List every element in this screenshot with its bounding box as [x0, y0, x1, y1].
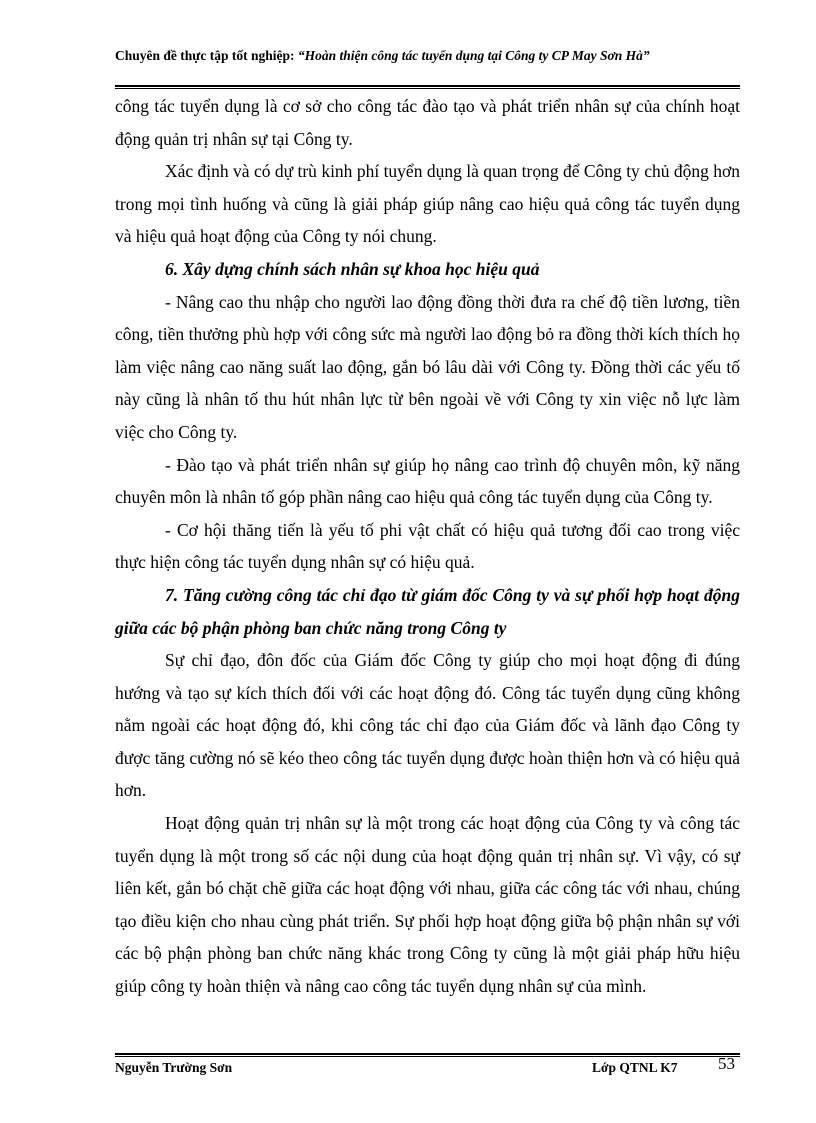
body-paragraph: công tác tuyển dụng là cơ sở cho công tác đào tạo và phát triển nhân sự của chính hoạt động quản trị nhân sự tại Công ty.: [115, 96, 740, 149]
body-paragraph: Xác định và có dự trù kinh phí tuyển dụng là quan trọng để Công ty chủ động hơn trong mọi tình huống và cũng là giải pháp giúp nâng cao hiệu quả công tác tuyển dụng và hiệu quả hoạt động của Công ty nói chung.: [115, 161, 740, 247]
header-title: “Hoàn thiện công tác tuyển dụng tại Công ty CP May Sơn Hà”: [297, 48, 650, 63]
page-header: [115, 48, 740, 64]
section-heading: 7. Tăng cường công tác chỉ đạo từ giám đốc Công ty và sự phối hợp hoạt động giữa các bộ phận phòng ban chức năng trong Công ty: [115, 584, 740, 638]
header-rule: [115, 85, 740, 89]
body-paragraph: Sự chỉ đạo, đôn đốc của Giám đốc Công ty giúp cho mọi hoạt động đi đúng hướng và tạo sự kích thích đối với các hoạt động đó. Công tác tuyển dụng cũng không nằm ngoài các hoạt động đó, khi công tác chỉ đạo của Giám đốc và lãnh đạo Công ty được tăng cường nó sẽ kéo theo công tác tuyển dụng được hoàn thiện hơn và có hiệu quả hơn.: [115, 650, 740, 801]
page-number: 53: [718, 1054, 735, 1073]
document-body: [115, 90, 740, 1003]
footer-class: Lớp QTNL K7: [592, 1060, 678, 1075]
body-paragraph: - Cơ hội thăng tiến là yếu tố phi vật chất có hiệu quả tương đối cao trong việc thực hiện công tác tuyển dụng nhân sự có hiệu quả.: [115, 519, 740, 573]
footer-author: Nguyễn Trường Sơn: [115, 1060, 233, 1075]
footer-rule: [115, 1053, 740, 1057]
header-prefix: Chuyên đề thực tập tốt nghiệp:: [115, 48, 298, 63]
body-paragraph: - Nâng cao thu nhập cho người lao động đồng thời đưa ra chế độ tiền lương, tiền công, tiền thưởng phù hợp với công sức mà người lao động bỏ ra đồng thời kích thích họ làm việc nâng cao năng suất lao động, gắn bó lâu dài với Công ty. Đồng thời các yếu tố này cũng là nhân tố thu hút nhân lực từ bên ngoài về với Công ty xin việc nỗ lực làm việc cho Công ty.: [115, 291, 740, 442]
body-paragraph: Hoạt động quản trị nhân sự là một trong các hoạt động của Công ty và công tác tuyển dụng là một trong số các nội dung của hoạt động quản trị nhân sự. Vì vậy, có sự liên kết, gắn bó chặt chẽ giữa các hoạt động với nhau, giữa các công tác với nhau, chúng tạo điều kiện cho nhau cùng phát triển. Sự phối hợp hoạt động giữa bộ phận nhân sự với các bộ phận phòng ban chức năng khác trong Công ty cũng là một giải pháp hữu hiệu giúp công ty hoàn thiện và nâng cao công tác tuyển dụng nhân sự của mình.: [115, 813, 740, 997]
body-paragraph: - Đào tạo và phát triển nhân sự giúp họ nâng cao trình độ chuyên môn, kỹ năng chuyên môn là nhân tố góp phần nâng cao hiệu quả công tác tuyển dụng của Công ty.: [115, 454, 740, 508]
section-heading: 6. Xây dựng chính sách nhân sự khoa học hiệu quả: [165, 258, 540, 279]
